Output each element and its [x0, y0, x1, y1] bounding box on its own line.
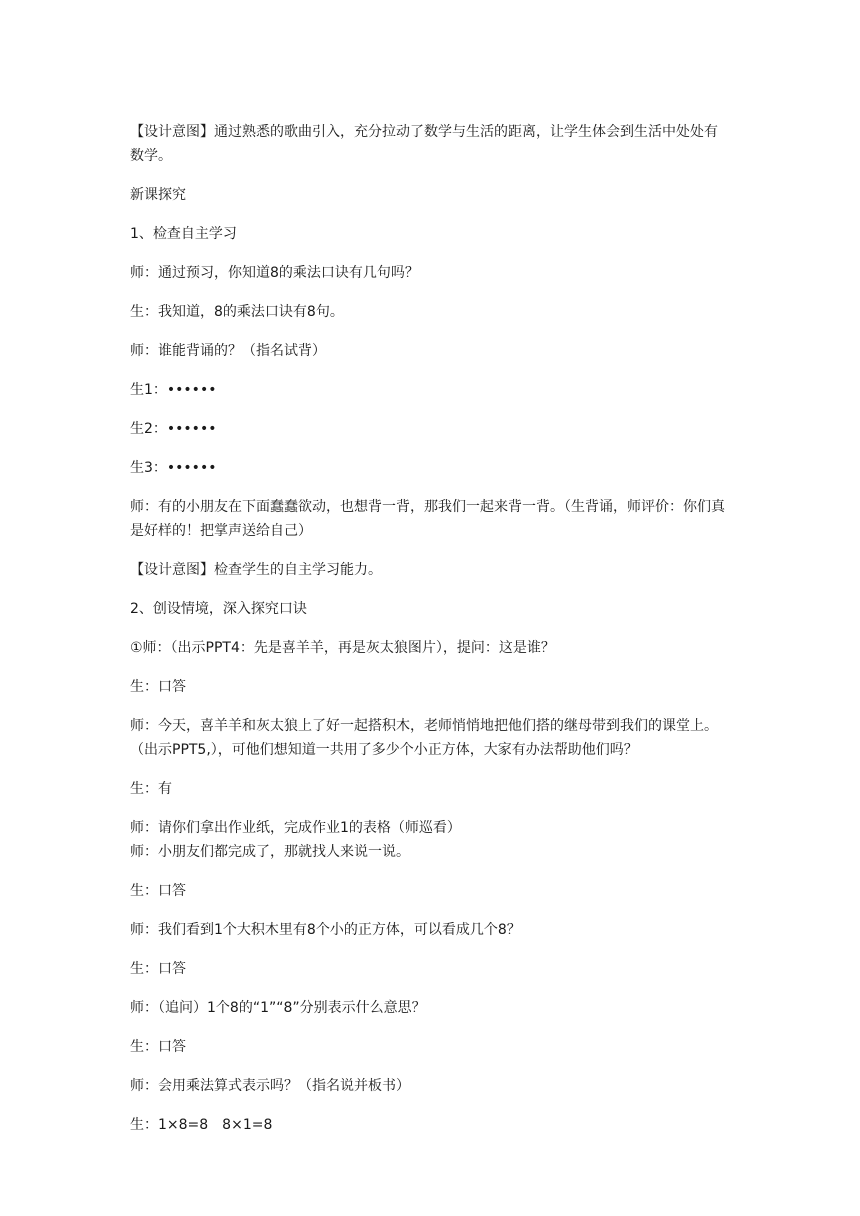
dialogue-line: 生：1×8=8 8×1=8 [130, 1117, 273, 1133]
subsection-heading: 2、创设情境，深入探究口诀 [130, 601, 307, 617]
dialogue-line: 生：口答 [130, 961, 186, 977]
subsection-heading: 1、检查自主学习 [130, 226, 237, 242]
dialogue-line: 生：口答 [130, 1039, 186, 1055]
dialogue-line: 师：今天，喜羊羊和灰太狼上了好一起搭积木，老师悄悄地把他们搭的继母带到我们的课堂上。（出示PPT5,），可他们想知道一共用了多少个小正方体，大家有办法帮助他们吗？ [130, 718, 718, 758]
design-intent-paragraph: 【设计意图】检查学生的自主学习能力。 [130, 562, 382, 578]
dialogue-line: 师：有的小朋友在下面蠢蠢欲动，也想背一背，那我们一起来背一背。（生背诵，师评价：你们真是好样的！把掌声送给自己） [130, 499, 725, 539]
section-heading: 新课探究 [130, 187, 186, 203]
dialogue-line: 生：口答 [130, 679, 186, 695]
dialogue-line: 师：我们看到1个大积木里有8个小的正方体，可以看成几个8？ [130, 922, 521, 938]
dialogue-line: 生2：•••••• [130, 421, 217, 437]
dialogue-line: 师：会用乘法算式表示吗？（指名说并板书） [130, 1078, 410, 1094]
dialogue-line: 生：我知道，8的乘法口诀有8句。 [130, 304, 344, 320]
design-intent-paragraph: 【设计意图】通过熟悉的歌曲引入，充分拉动了数学与生活的距离，让学生体会到生活中处处有数学。 [130, 124, 718, 164]
document-page [130, 120, 730, 1152]
dialogue-line: 师：谁能背诵的？（指名试背） [130, 343, 326, 359]
dialogue-line: 生：有 [130, 781, 172, 797]
dialogue-line: 生3：•••••• [130, 460, 217, 476]
dialogue-line: 师：（追问）1个8的“1”“8”分别表示什么意思？ [130, 1000, 426, 1016]
dialogue-line: 生1：•••••• [130, 382, 217, 398]
dialogue-line: 生：口答 [130, 883, 186, 899]
dialogue-line: ①师：（出示PPT4：先是喜羊羊，再是灰太狼图片），提问：这是谁？ [130, 640, 555, 656]
dialogue-line: 师：请你们拿出作业纸，完成作业1的表格（师巡看） [130, 820, 461, 836]
dialogue-line: 师：小朋友们都完成了，那就找人来说一说。 [130, 844, 410, 860]
dialogue-line: 师：通过预习，你知道8的乘法口诀有几句吗？ [130, 265, 419, 281]
